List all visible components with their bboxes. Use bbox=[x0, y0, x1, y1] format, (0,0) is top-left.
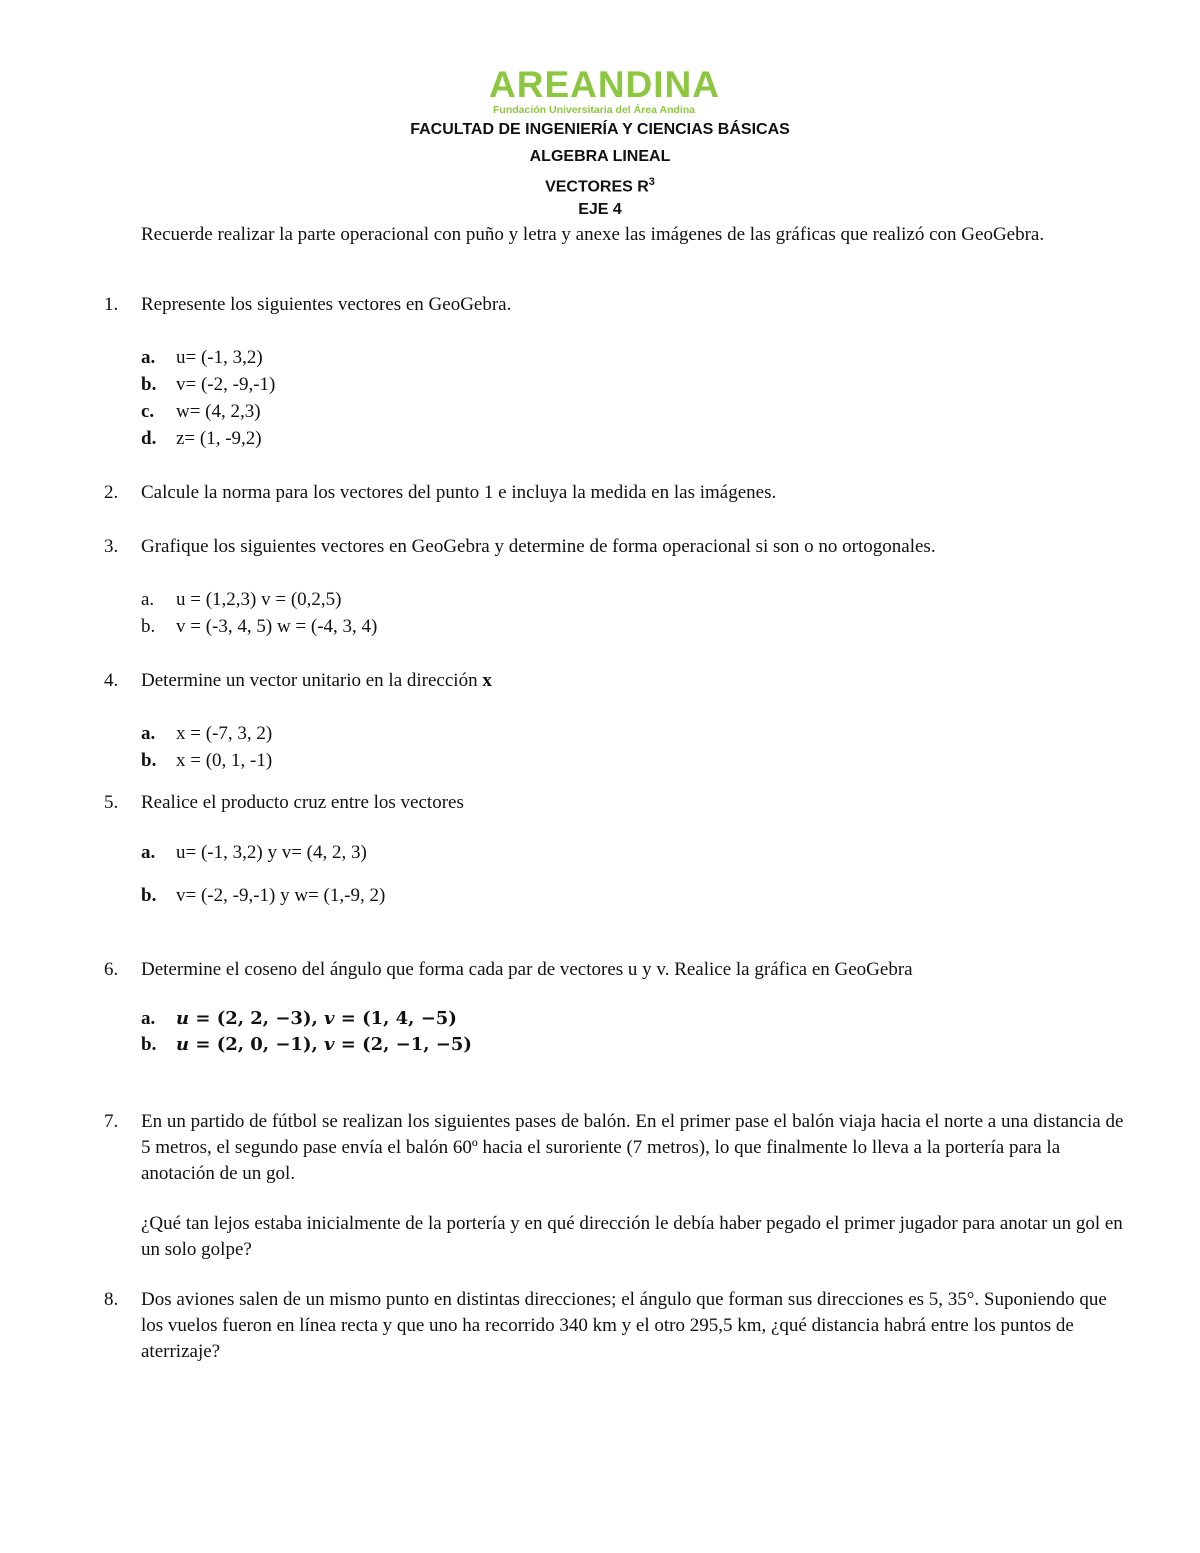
q4-item-a-label: a. bbox=[141, 723, 156, 744]
faculty-heading: FACULTAD DE INGENIERÍA Y CIENCIAS BÁSICAS bbox=[410, 121, 790, 138]
topic-heading bbox=[0, 172, 1200, 197]
question-4-text bbox=[141, 668, 1131, 694]
topic-text: VECTORES R bbox=[545, 178, 649, 196]
q1-item-c-label: c. bbox=[141, 401, 155, 422]
question-6-number: 6. bbox=[104, 959, 119, 980]
q3-item-a-text: u = (1,2,3) v = (0,2,5) bbox=[176, 589, 342, 610]
topic-superscript: 3 bbox=[648, 176, 655, 188]
q1-item-d-text: z= (1, -9,2) bbox=[176, 428, 262, 449]
question-1-number: 1. bbox=[104, 294, 119, 315]
question-7-text: En un partido de fútbol se realizan los siguientes pases de balón. En el primer pase el balón viaja hacia el norte a una distancia de 5 metros, el segundo pase envía el balón 60º hacia el suroriente (7 metros), lo que finalmente lo lleva a la portería para la anotación de un gol. bbox=[141, 1111, 1124, 1184]
course-heading: ALGEBRA LINEAL bbox=[529, 148, 671, 165]
q5-item-b-text: v= (-2, -9,-1) y w= (1,-9, 2) bbox=[176, 885, 386, 906]
q4-item-a-text: x = (-7, 3, 2) bbox=[176, 723, 273, 744]
q1-item-d-label: d. bbox=[141, 428, 157, 449]
question-4-number: 4. bbox=[104, 670, 119, 691]
question-7-followup: ¿Qué tan lejos estaba inicialmente de la portería y en qué dirección le debía haber pegado el primer jugador para anotar un gol en un solo golpe? bbox=[141, 1213, 1123, 1260]
q6b-u-symbol: u bbox=[176, 1034, 190, 1055]
intro-paragraph: Recuerde realizar la parte operacional con puño y letra y anexe las imágenes de las gráficas que realizó con GeoGebra. bbox=[141, 224, 1045, 245]
q6b-u-value: = (2, 0, −1), bbox=[189, 1034, 324, 1055]
question-2-text: Calcule la norma para los vectores del punto 1 e incluya la medida en las imágenes. bbox=[141, 482, 777, 503]
question-8-text: Dos aviones salen de un mismo punto en distintas direcciones; el ángulo que forman sus direcciones es 5, 35°. Suponiendo que los vuelos fueron en línea recta y que uno ha recorrido 340 km y el otro 295,5 km, ¿qué distancia habrá entre los puntos de aterrizaje? bbox=[141, 1289, 1107, 1362]
q6a-v-symbol: v bbox=[324, 1008, 335, 1029]
question-8-number: 8. bbox=[104, 1289, 119, 1310]
logo-tagline: Fundación Universitaria del Área Andina bbox=[493, 104, 696, 116]
q3-item-b-label: b. bbox=[141, 616, 156, 637]
question-5-text: Realice el producto cruz entre los vectores bbox=[141, 792, 464, 813]
q1-item-c-text: w= (4, 2,3) bbox=[176, 401, 261, 422]
q6-item-a-formula bbox=[176, 1006, 457, 1032]
q1-item-a-text: u= (-1, 3,2) bbox=[176, 347, 263, 368]
axis-heading: EJE 4 bbox=[578, 201, 622, 218]
q3-item-a-label: a. bbox=[141, 589, 155, 610]
question-4-variable: x bbox=[482, 670, 492, 691]
q6a-v-value: = (1, 4, −5) bbox=[334, 1008, 457, 1029]
q3-item-b-text: v = (-3, 4, 5) w = (-4, 3, 4) bbox=[176, 616, 378, 637]
question-3-text: Grafique los siguientes vectores en GeoGebra y determine de forma operacional si son o no ortogonales. bbox=[141, 536, 936, 557]
q5-item-a-label: a. bbox=[141, 842, 156, 863]
q5-item-b-label: b. bbox=[141, 885, 157, 906]
q6-item-b-formula bbox=[176, 1032, 472, 1058]
q6a-u-symbol: u bbox=[176, 1008, 190, 1029]
logo-wordmark: AREANDINA bbox=[489, 64, 720, 105]
q6-item-a-label: a. bbox=[141, 1008, 156, 1029]
q1-item-a-label: a. bbox=[141, 347, 156, 368]
q4-item-b-text: x = (0, 1, -1) bbox=[176, 750, 273, 771]
question-6-text: Determine el coseno del ángulo que forma cada par de vectores u y v. Realice la gráfica en GeoGebra bbox=[141, 959, 913, 980]
q6b-v-value: = (2, −1, −5) bbox=[334, 1034, 472, 1055]
q6-item-b-label: b. bbox=[141, 1034, 157, 1055]
q6b-v-symbol: v bbox=[324, 1034, 335, 1055]
question-4-body: Determine un vector unitario en la dirección bbox=[141, 670, 478, 691]
q1-item-b-label: b. bbox=[141, 374, 157, 395]
q4-item-b-label: b. bbox=[141, 750, 157, 771]
question-3-number: 3. bbox=[104, 536, 119, 557]
q1-item-b-text: v= (-2, -9,-1) bbox=[176, 374, 276, 395]
question-1-text: Represente los siguientes vectores en GeoGebra. bbox=[141, 294, 512, 315]
question-7-number: 7. bbox=[104, 1111, 119, 1132]
question-2-number: 2. bbox=[104, 482, 119, 503]
question-5-number: 5. bbox=[104, 792, 119, 813]
areandina-logo bbox=[489, 64, 720, 118]
q6a-u-value: = (2, 2, −3), bbox=[189, 1008, 324, 1029]
q5-item-a-text: u= (-1, 3,2) y v= (4, 2, 3) bbox=[176, 842, 367, 863]
